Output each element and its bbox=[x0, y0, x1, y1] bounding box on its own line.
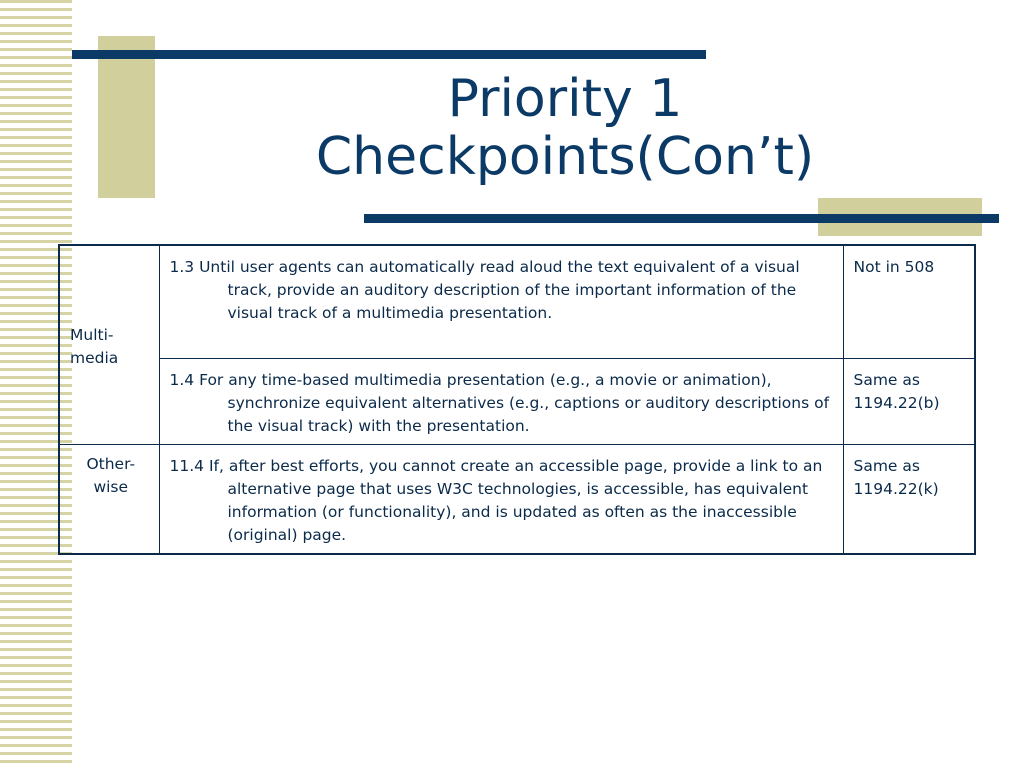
requirement-text: 1.3 Until user agents can automatically read aloud the text equivalent of a visual track, provide an auditory description of the important information of the visual track of a multimedia presentation. bbox=[169, 258, 800, 322]
title-bar-top bbox=[72, 50, 706, 59]
title-bar-bottom bbox=[364, 214, 999, 223]
status-text-line2: 1194.22(k) bbox=[853, 480, 939, 498]
table-row bbox=[59, 245, 975, 359]
category-cell-otherwise bbox=[59, 445, 159, 555]
category-label-line2: wise bbox=[93, 478, 129, 496]
status-text-line1: Same as bbox=[853, 457, 920, 475]
status-cell bbox=[843, 359, 975, 445]
status-text-line2: 1194.22(b) bbox=[853, 394, 940, 412]
requirement-cell bbox=[159, 445, 843, 555]
category-label-line1: Multi- bbox=[70, 326, 114, 344]
table-row bbox=[59, 445, 975, 555]
status-cell bbox=[843, 245, 975, 359]
status-text-line1: Same as bbox=[853, 371, 920, 389]
requirement-cell bbox=[159, 359, 843, 445]
requirement-cell bbox=[159, 245, 843, 359]
status-cell bbox=[843, 445, 975, 555]
category-label-line1: Other- bbox=[86, 455, 136, 473]
checkpoints-table bbox=[58, 244, 976, 555]
slide-title-line1: Priority 1 bbox=[447, 69, 683, 129]
table-row bbox=[59, 359, 975, 445]
category-cell-multimedia bbox=[59, 245, 159, 445]
status-text: Not in 508 bbox=[853, 258, 935, 276]
requirement-text: 1.4 For any time-based multimedia presentation (e.g., a movie or animation), synchronize equivalent alternatives (e.g., captions or auditory descriptions of the visual track) with the presentation. bbox=[169, 371, 830, 435]
requirement-text: 11.4 If, after best efforts, you cannot create an accessible page, provide a link to an alternative page that uses W3C technologies, is accessible, has equivalent information (or functionality), and is updated as often as the inaccessible (original) page. bbox=[169, 457, 823, 544]
slide-title bbox=[200, 70, 930, 186]
category-label-line2: media bbox=[70, 349, 119, 367]
title-accent-block-left bbox=[98, 36, 155, 198]
slide-title-line2: Checkpoints(Con’t) bbox=[315, 127, 815, 187]
